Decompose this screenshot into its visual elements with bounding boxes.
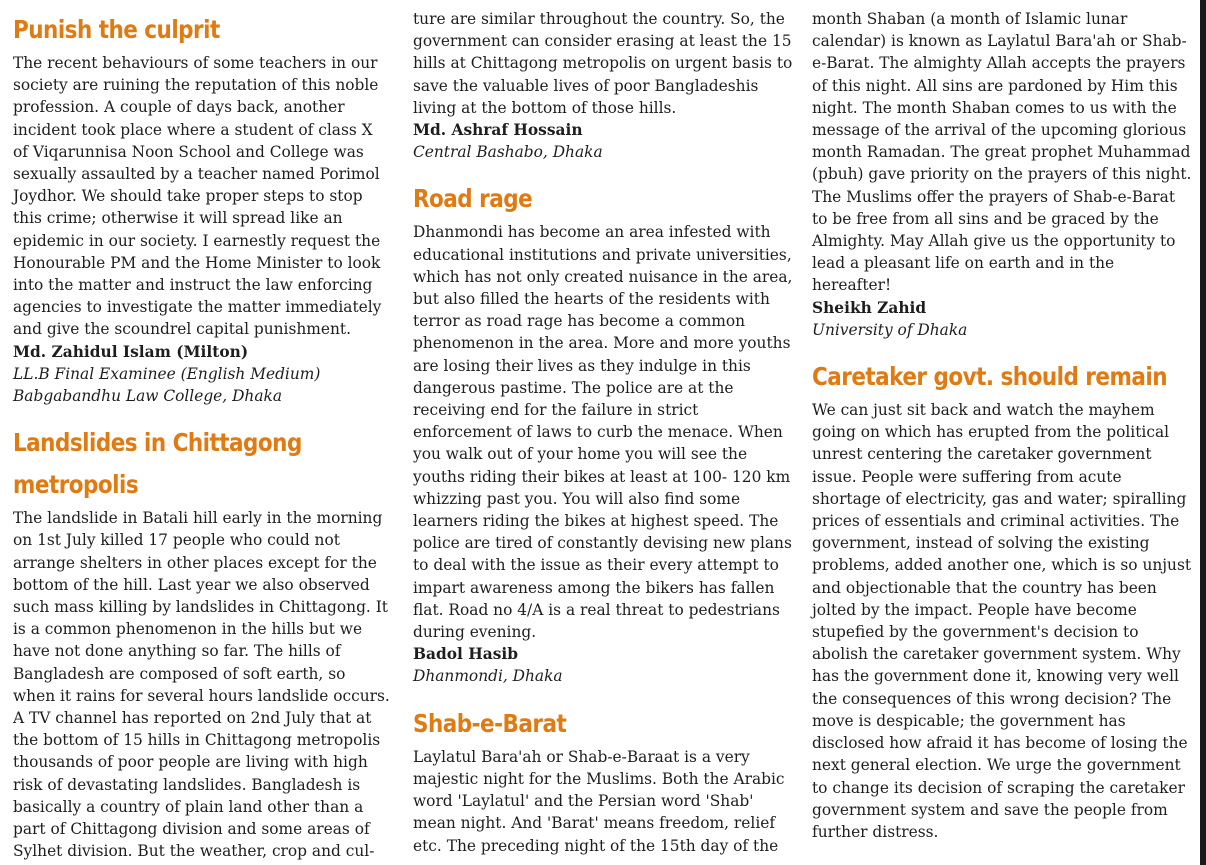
letter-headline: Landslides in Chittagong bbox=[13, 428, 302, 458]
letter-author: Sheikh Zahid bbox=[812, 298, 927, 317]
letter-headline: Caretaker govt. should remain bbox=[812, 362, 1167, 392]
page-edge-border bbox=[1200, 0, 1206, 865]
letter-headline: Punish the culprit bbox=[13, 15, 220, 44]
letter-headline-continued: metropolis bbox=[13, 470, 139, 500]
letter-body-continued: ture are similar throughout the country. So, the government can consider erasing at least the 15 hills at Chittagong metropolis on urgent basis to save the valuable lives of poor Bangladeshis living at the bottom of those hills. bbox=[413, 10, 793, 117]
letter-location: Central Bashabo, Dhaka bbox=[413, 143, 603, 162]
letter-body: The landslide in Batali hill early in the morning on 1st July killed 17 people who could not arrange shelters in other places except for the bottom of the hill. Last year we also observed such mass killing by landslides in Chittagong. It is a common phenomenon in the hills but we have not done anything so far. The hills of Bangladesh are composed of soft earth, so when it rains for several hours landslide occurs. A TV channel has reported on 2nd July that at the bottom of 15 hills in Chittagong metropolis thousands of poor people are living with high risk of devastating landslides. Bangladesh is basically a country of plain land other than a part of Chittagong division and some areas of Sylhet division. But the weather, crop and cul- bbox=[13, 509, 390, 861]
letter-body: Dhanmondi has become an area infested with educational institutions and private universities, which has not only created nuisance in the area, but also filled the hearts of the residents with terror as road rage has become a common phenomenon in the area. More and more youths are losing their lives as they indulge in this dangerous pastime. The police are at the receiving end for the failure in strict enforcement of laws to curb the menace. When you walk out of your home you will see the youths riding their bikes at least at 100- 120 km whizzing past you. You will also find some learners riding the bikes at highest speed. The police are tired of constantly devising new plans to deal with the issue as their every attempt to impart awareness among the bikers has fallen flat. Road no 4/A is a real threat to pedestrians during evening. bbox=[413, 223, 793, 642]
column-left bbox=[13, 8, 391, 863]
column-right bbox=[812, 8, 1192, 843]
letter-body: Laylatul Bara'ah or Shab-e-Baraat is a very majestic night for the Muslims. Both the Arabic word 'Laylatul' and the Persian word 'Shab' mean night. And 'Barat' means freedom, relief etc. The preceding night of the 15th day of the bbox=[413, 747, 785, 855]
letter-location: University of Dhaka bbox=[812, 320, 968, 339]
letter-location: Dhanmondi, Dhaka bbox=[413, 667, 563, 686]
letter-author: Md. Zahidul Islam (Milton) bbox=[13, 342, 249, 361]
letter-headline: Shab-e-Barat bbox=[413, 708, 567, 738]
letter-body-continued: month Shaban (a month of Islamic lunar calendar) is known as Laylatul Bara'ah or Shab-e-Barat. The almighty Allah accepts the prayers of this night. All sins are pardoned by Him this night. The month Shaban comes to us with the message of the arrival of the upcoming glorious month Ramadan. The great prophet Muhammad (pbuh) gave priority on the prayers of this night. The Muslims offer the prayers of Shab-e-Barat to be free from all sins and be graced by the Almighty. May Allah give us the opportunity to lead a pleasant life on earth and in the hereafter! bbox=[812, 10, 1192, 295]
letter-location: Babgabandhu Law College, Dhaka bbox=[13, 387, 283, 406]
letter-body: The recent behaviours of some teachers in our society are ruining the reputation of this noble profession. A couple of days back, another incident took place where a student of class X of Viqarunnisa Noon School and College was sexually assaulted by a teacher named Porimol Joydhor. We should take proper steps to stop this crime; otherwise it will spread like an epidemic in our society. I earnestly request the Honourable PM and the Home Minister to look into the matter and instruct the law enforcing agencies to investigate the matter immediately and give the scoundrel capital punishment. bbox=[13, 54, 382, 339]
letter-body: We can just sit back and watch the mayhem going on which has erupted from the political unrest centering the caretaker government issue. People were suffering from acute shortage of electricity, gas and water; spiralling prices of essentials and criminal activities. The government, instead of solving the existing problems, added another one, which is so unjust and objectionable that the country has been jolted by the impact. People have become stupefied by the government's decision to abolish the caretaker government system. Why has the government done it, knowing very well the consequences of this wrong decision? The move is despicable; the government has disclosed how afraid it has become of losing the next general election. We urge the government to change its decision of scraping the caretaker government system and save the people from further distress. bbox=[812, 401, 1192, 841]
letter-affiliation: LL.B Final Examinee (English Medium) bbox=[13, 364, 321, 383]
column-middle bbox=[413, 8, 793, 857]
letter-headline: Road rage bbox=[413, 184, 533, 214]
letter-author: Badol Hasib bbox=[413, 645, 518, 664]
letter-author: Md. Ashraf Hossain bbox=[413, 121, 583, 140]
